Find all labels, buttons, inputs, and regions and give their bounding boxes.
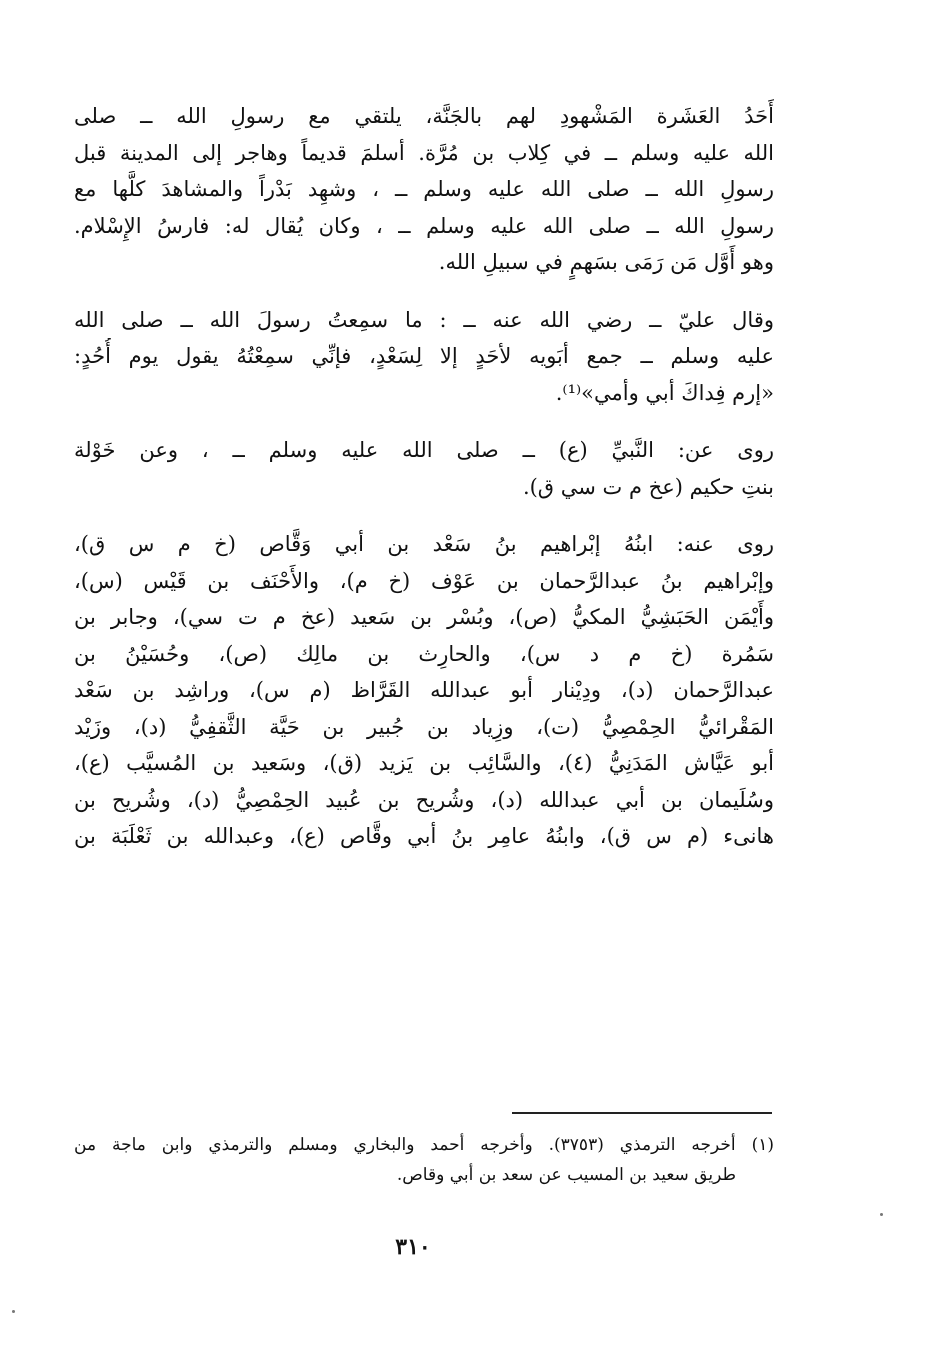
footnote-line: (١) أخرجه الترمذي (٣٧٥٣). وأخرجه أحمد والبخاري ومسلم والترمذي وابن ماجة من <box>74 1135 774 1155</box>
scan-speck <box>880 1213 883 1216</box>
text-line: وهو أَوَّل مَن رَمَى بسَهمٍ في سبيلِ الله. <box>438 250 774 274</box>
paragraph-narrated-from <box>74 432 774 505</box>
footnotes <box>74 1130 774 1190</box>
text-line: روى عن: النَّبيِّ (ع) ــ صلى الله عليه وسلم ــ ، وعن خَوْلة <box>74 438 774 462</box>
text-line: رسولِ الله ــ صلى الله عليه وسلم ــ ، وكان يُقال له: فارسُ الإِسْلام. <box>74 213 774 238</box>
text-line: عليه وسلم ــ جمع أبَويه لأحَدٍ إلا لِسَعْدٍ، فإنِّي سمِعْتُهُ يقول يوم أُحُدٍ: <box>74 344 774 368</box>
text-line: روى عنه: ابنُهُ إبْراهيم بنُ سَعْد بن أبي وَقَّاص (خ م س ق)، <box>74 532 774 556</box>
text-line: عبدالرَّحمان (د)، ودِيْنار أبو عبدالله القَرَّاظ (م س)، وراشِد بن سَعْد <box>74 678 774 702</box>
footnote-divider <box>512 1112 772 1114</box>
main-text <box>74 98 774 876</box>
text-line: وأَيْمَن الحَبَشِيُّ المكيُّ (ص)، وبُسْر بن سَعيد (عخ م ت سي)، وجابر بن <box>74 605 774 629</box>
text-line: رسولِ الله ــ صلى الله عليه وسلم ــ ، وشهِد بَدْراً والمشاهدَ كلَّها مع <box>74 177 774 201</box>
text-line: هانىء (م س ق)، وابنُهُ عامِر بنُ أبي وقَّاص (ع)، وعبدالله بن ثَعْلَبَة بن <box>74 824 774 848</box>
page-number: ٣١٠ <box>395 1234 431 1260</box>
scan-speck <box>12 1310 15 1313</box>
text-line: سَمُرة (خ م د س)، والحارِث بن مالِك (ص)، وحُسَيْنُ بن <box>74 641 774 666</box>
paragraph-biography <box>74 98 774 281</box>
paragraph-ali-quote <box>74 302 774 412</box>
text-line: أبو عَيَّاش المَدَنِيُّ (٤)، والسَّائِب بن يَزيد (ق)، وسَعيد بن المُسيَّب (ع)، <box>74 751 774 775</box>
text-line: الله عليه وسلم ــ في كِلاب بن مُرَّة. أسلمَ قديماً وهاجر إلى المدينة قبل <box>74 140 774 165</box>
footnote-line: طريق سعيد بن المسيب عن سعد بن أبي وقاص. <box>396 1165 736 1185</box>
text-line: بنتِ حكيم (عخ م ت سي ق). <box>522 474 774 499</box>
text-line: وسُلَيمان بن أبي عبدالله (د)، وشُريح بن عُبيد الحِمْصِيُّ (د)، وشُريح بن <box>74 787 774 812</box>
text-line: «إرم فِداكَ أبي وأمي»⁽¹⁾. <box>555 380 774 405</box>
text-line: أَحَدُ العَشَرة المَشْهودِ لهم بالجَنَّة، يلتقي مع رسولِ الله ــ صلى <box>74 104 774 128</box>
text-line: وقال عليّ ــ رضي الله عنه ــ : ما سمِعتُ رسولَ الله ــ صلى الله <box>74 307 774 332</box>
text-line: وإبْراهيم بنُ عبدالرَّحمان بن عَوْف (خ م)، والأَحْنَف بن قَيْس (س)، <box>74 568 774 593</box>
text-line: المَقْرائيُّ الحِمْصِيُّ (ت)، وزِياد بن جُبير بن حَيَّة الثَّقفِيُّ (د)، وزَيْد <box>74 714 774 739</box>
paragraph-narrated-by <box>74 526 774 855</box>
